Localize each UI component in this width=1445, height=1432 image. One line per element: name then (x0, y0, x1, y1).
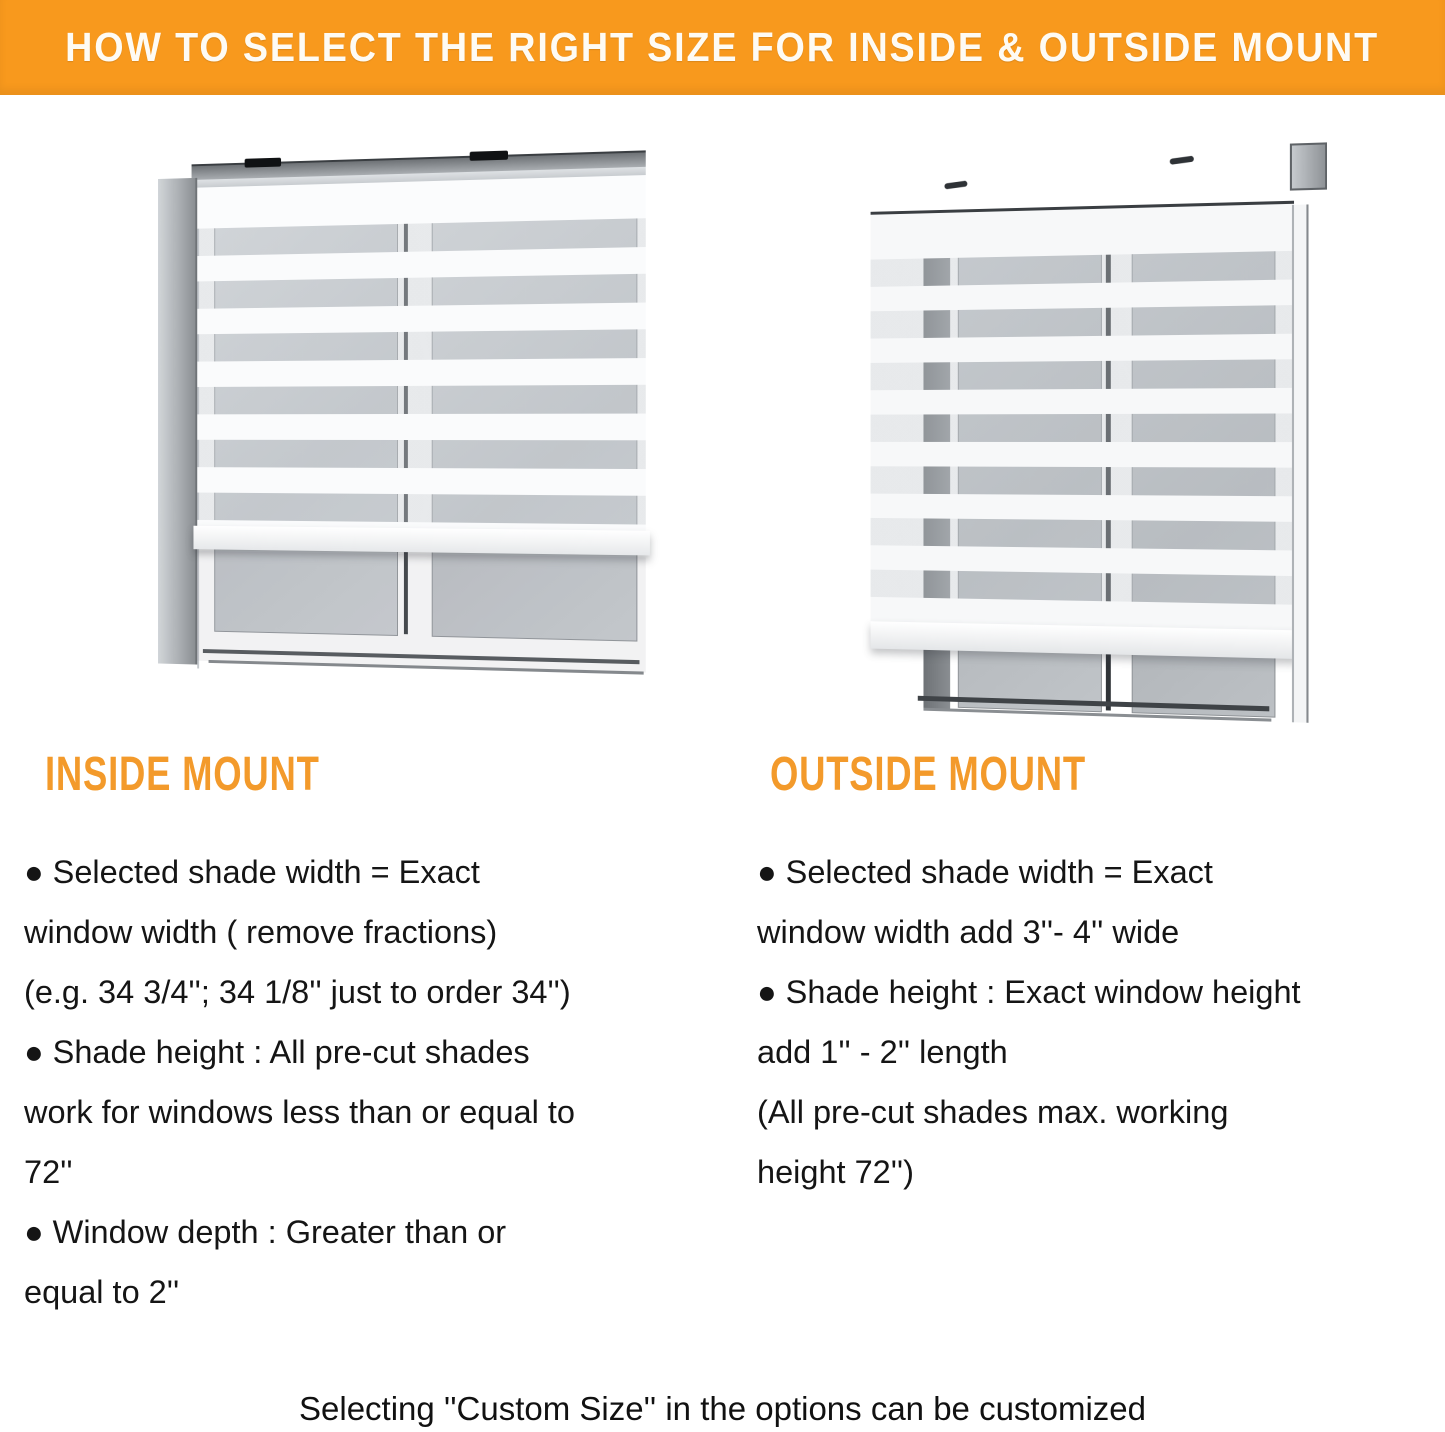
spec-line: ● Shade height : Exact window height (757, 974, 1301, 1010)
spec-line: (e.g. 34 3/4''; 34 1/8'' just to order 34'') (24, 974, 571, 1010)
spec-line: ● Selected shade width = Exact (24, 854, 480, 890)
page-title: HOW TO SELECT THE RIGHT SIZE FOR INSIDE & OUTSIDE MOUNT (65, 24, 1380, 70)
mounting-clip-icon (470, 151, 508, 161)
window-frame-left-jamb (158, 178, 197, 665)
outside-mount-illustration (862, 148, 1324, 728)
inside-mount-3d-wrapper (158, 144, 652, 716)
bracket-end-cap (1290, 142, 1327, 190)
spec-line: ● Shade height : All pre-cut shades (24, 1034, 530, 1070)
spec-line: window width ( remove fractions) (24, 914, 498, 950)
spec-line: ● Window depth : Greater than or (24, 1214, 507, 1250)
inside-mount-specs (24, 842, 730, 1322)
outside-mount-specs (757, 842, 1445, 1202)
mounting-clip-icon (245, 158, 281, 168)
outside-mount-heading: OUTSIDE MOUNT (770, 748, 1086, 801)
custom-size-note: Selecting ''Custom Size'' in the options can be customized (299, 1390, 1146, 1427)
spec-line: work for windows less than or equal to (24, 1094, 575, 1130)
window-lower-shadow (197, 551, 646, 672)
outside-mount-3d-wrapper (871, 140, 1328, 735)
shade-right-rail (1292, 204, 1309, 722)
spec-line: window width add 3''- 4'' wide (757, 914, 1180, 950)
header-banner (0, 0, 1445, 95)
inside-mount-heading: INSIDE MOUNT (45, 748, 320, 801)
zebra-shade-fabric (871, 201, 1294, 634)
spec-line: (All pre-cut shades max. working (757, 1094, 1229, 1130)
spec-line: height 72'') (757, 1154, 914, 1190)
spec-line: equal to 2'' (24, 1274, 180, 1310)
zebra-shade-fabric (197, 175, 646, 531)
spec-line: ● Selected shade width = Exact (757, 854, 1213, 890)
spec-line: 72'' (24, 1154, 73, 1190)
inside-mount-illustration (148, 152, 648, 708)
spec-line: add 1'' - 2'' length (757, 1034, 1008, 1070)
